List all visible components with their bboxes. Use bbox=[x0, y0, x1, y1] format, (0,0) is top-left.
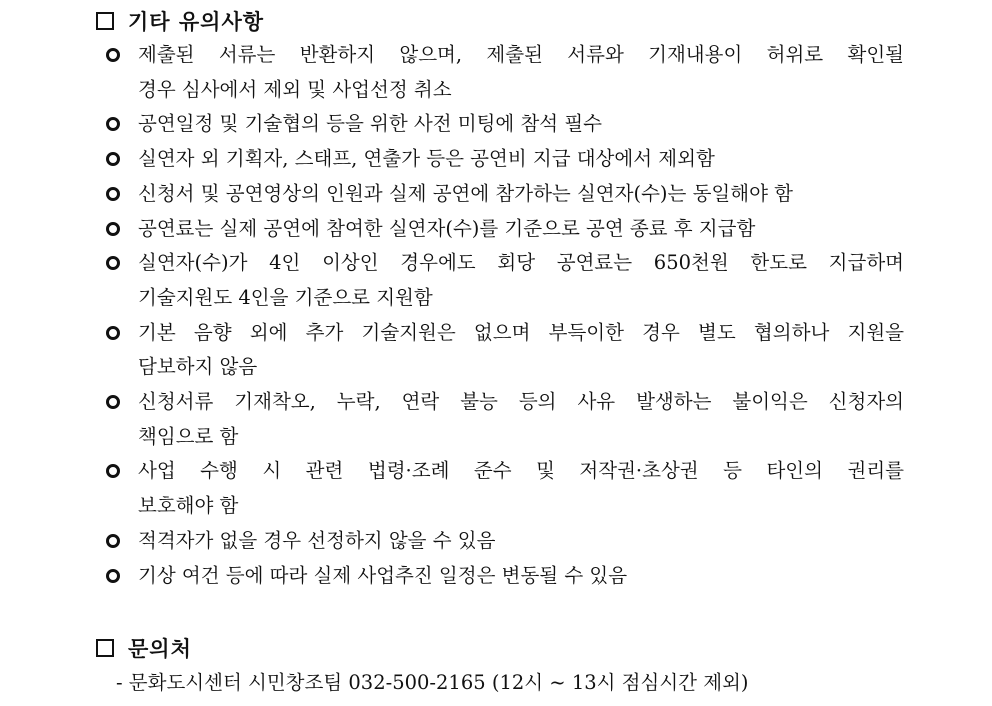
note-item bbox=[104, 177, 904, 212]
circle-bullet-icon bbox=[106, 48, 120, 62]
note-item-line: 공연일정 및 기술협의 등을 위한 사전 미팅에 참석 필수 bbox=[138, 112, 603, 136]
circle-bullet-icon bbox=[106, 569, 120, 583]
checkbox-icon bbox=[96, 639, 114, 657]
notes-list bbox=[104, 38, 904, 593]
note-item bbox=[104, 524, 904, 559]
circle-bullet-icon bbox=[106, 222, 120, 236]
note-item-line: 사업 수행 시 관련 법령·조례 준수 및 저작권·초상권 등 타인의 권리를 bbox=[138, 459, 904, 483]
checkbox-icon bbox=[96, 12, 114, 30]
note-item bbox=[104, 142, 904, 177]
note-item bbox=[104, 316, 904, 385]
note-item-line: 공연료는 실제 공연에 참여한 실연자(수)를 기준으로 공연 종료 후 지급함 bbox=[138, 216, 756, 240]
note-item-line: 기술지원도 4인을 기준으로 지원함 bbox=[138, 285, 433, 309]
note-item-line: 실연자 외 기획자, 스태프, 연출가 등은 공연비 지급 대상에서 제외함 bbox=[138, 147, 715, 171]
note-item-line: 적격자가 없을 경우 선정하지 않을 수 있음 bbox=[138, 528, 496, 552]
circle-bullet-icon bbox=[106, 117, 120, 131]
circle-bullet-icon bbox=[106, 187, 120, 201]
note-item-line: 보호해야 함 bbox=[138, 494, 239, 518]
circle-bullet-icon bbox=[106, 534, 120, 548]
note-item-line: 기상 여건 등에 따라 실제 사업추진 일정은 변동될 수 있음 bbox=[138, 563, 628, 587]
note-item-line: 담보하지 않음 bbox=[138, 355, 258, 379]
contact-line: - 문화도시센터 시민창조팀 032-500-2165 (12시 ~ 13시 점심시간 제외) bbox=[116, 671, 749, 694]
note-item bbox=[104, 38, 904, 107]
note-item-line: 실연자(수)가 4인 이상인 경우에도 회당 공연료는 650천원 한도로 지급하며 bbox=[138, 251, 904, 275]
circle-bullet-icon bbox=[106, 326, 120, 340]
note-item bbox=[104, 454, 904, 523]
section-title: 기타 유의사항 bbox=[128, 9, 265, 34]
circle-bullet-icon bbox=[106, 464, 120, 478]
note-item bbox=[104, 559, 904, 594]
note-item-line: 경우 심사에서 제외 및 사업선정 취소 bbox=[138, 77, 452, 101]
circle-bullet-icon bbox=[106, 395, 120, 409]
note-item bbox=[104, 107, 904, 142]
note-item-line: 제출된 서류는 반환하지 않으며, 제출된 서류와 기재내용이 허위로 확인될 bbox=[138, 43, 904, 66]
note-item-line: 책임으로 함 bbox=[138, 424, 239, 448]
section-title: 문의처 bbox=[128, 636, 192, 661]
section-heading-notes bbox=[96, 6, 264, 36]
note-item bbox=[104, 212, 904, 247]
note-item-line: 신청서류 기재착오, 누락, 연락 불능 등의 사유 발생하는 불이익은 신청자의 bbox=[138, 390, 904, 414]
note-item bbox=[104, 246, 904, 315]
note-item bbox=[104, 385, 904, 454]
circle-bullet-icon bbox=[106, 256, 120, 270]
section-heading-contact bbox=[96, 633, 192, 663]
note-item-line: 신청서 및 공연영상의 인원과 실제 공연에 참가하는 실연자(수)는 동일해야 함 bbox=[138, 181, 793, 205]
circle-bullet-icon bbox=[106, 152, 120, 166]
note-item-line: 기본 음향 외에 추가 기술지원은 없으며 부득이한 경우 별도 협의하나 지원을 bbox=[138, 320, 904, 344]
